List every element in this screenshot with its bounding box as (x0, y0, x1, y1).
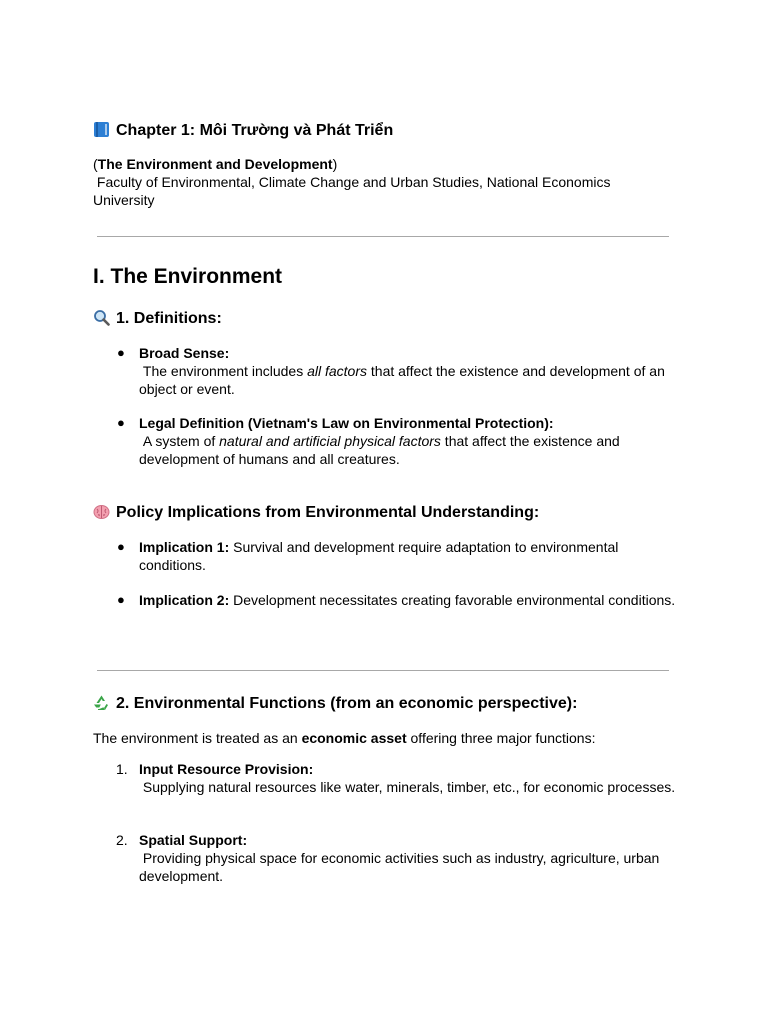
functions-heading (93, 694, 577, 714)
section-title-environment: I. The Environment (93, 265, 283, 288)
chapter-subtitle (93, 155, 678, 173)
definition-text-start: A system of (142, 433, 220, 449)
subtitle-english: The Environment and Development (97, 156, 333, 172)
function-label: Input Resource Provision: (139, 761, 314, 777)
definition-item-legal (117, 414, 677, 468)
list-number: 2. (116, 832, 128, 848)
brain-icon (93, 503, 110, 520)
intro-text-start: The environment is treated as an (93, 730, 302, 746)
definition-text-emphasis: natural and artificial physical factors (219, 433, 441, 449)
policy-heading (93, 503, 539, 523)
definition-text-emphasis: all factors (307, 363, 368, 379)
policy-item-1 (117, 538, 677, 574)
magnifier-icon (93, 309, 110, 326)
functions-heading-text: 2. Environmental Functions (from an economic perspective): (116, 695, 578, 712)
intro-text-end: offering three major functions: (406, 730, 596, 746)
chapter-title-text: Chapter 1: Môi Trường và Phát Triển (116, 122, 394, 139)
policy-item-2 (117, 591, 677, 609)
blue-book-icon (93, 121, 110, 138)
definition-item-broad (117, 344, 677, 398)
faculty-text: Faculty of Environmental, Climate Change and Urban Studies, National Economics University (93, 174, 611, 208)
divider-top (97, 236, 669, 237)
faculty-line (93, 173, 653, 209)
definitions-heading (93, 309, 222, 329)
function-text: Supplying natural resources like water, minerals, timber, etc., for economic processes. (142, 779, 676, 795)
definition-text-end: that affect the existence and development of an object or event. (139, 363, 665, 397)
definition-text-end: that affect the existence and development of humans and all creatures. (139, 433, 620, 467)
subtitle-close-paren: ) (332, 156, 338, 172)
bullet: ● (117, 592, 125, 607)
bullet: ● (117, 415, 125, 430)
intro-text-emphasis: economic asset (301, 730, 407, 746)
policy-label: Implication 2: (139, 592, 230, 608)
function-item-2 (116, 831, 677, 885)
divider-middle (97, 670, 669, 671)
list-number: 1. (116, 761, 128, 777)
subtitle-open-paren: ( (93, 156, 98, 172)
chapter-title (93, 121, 393, 141)
function-label: Spatial Support: (139, 832, 248, 848)
bullet: ● (117, 345, 125, 360)
definition-label: Broad Sense: (139, 345, 230, 361)
policy-text: Survival and development require adaptation to environmental conditions. (139, 539, 619, 573)
definition-text-start: The environment includes (142, 363, 308, 379)
policy-heading-text: Policy Implications from Environmental Understanding: (116, 504, 540, 521)
policy-label: Implication 1: (139, 539, 230, 555)
bullet: ● (117, 539, 125, 554)
definitions-heading-text: 1. Definitions: (116, 310, 222, 327)
functions-intro (93, 729, 678, 747)
function-text: Providing physical space for economic activities such as industry, agriculture, urban development. (139, 850, 660, 884)
function-item-1 (116, 760, 677, 796)
recycle-icon (93, 694, 110, 711)
definition-label: Legal Definition (Vietnam's Law on Environmental Protection): (139, 415, 554, 431)
policy-text: Development necessitates creating favorable environmental conditions. (229, 592, 676, 608)
